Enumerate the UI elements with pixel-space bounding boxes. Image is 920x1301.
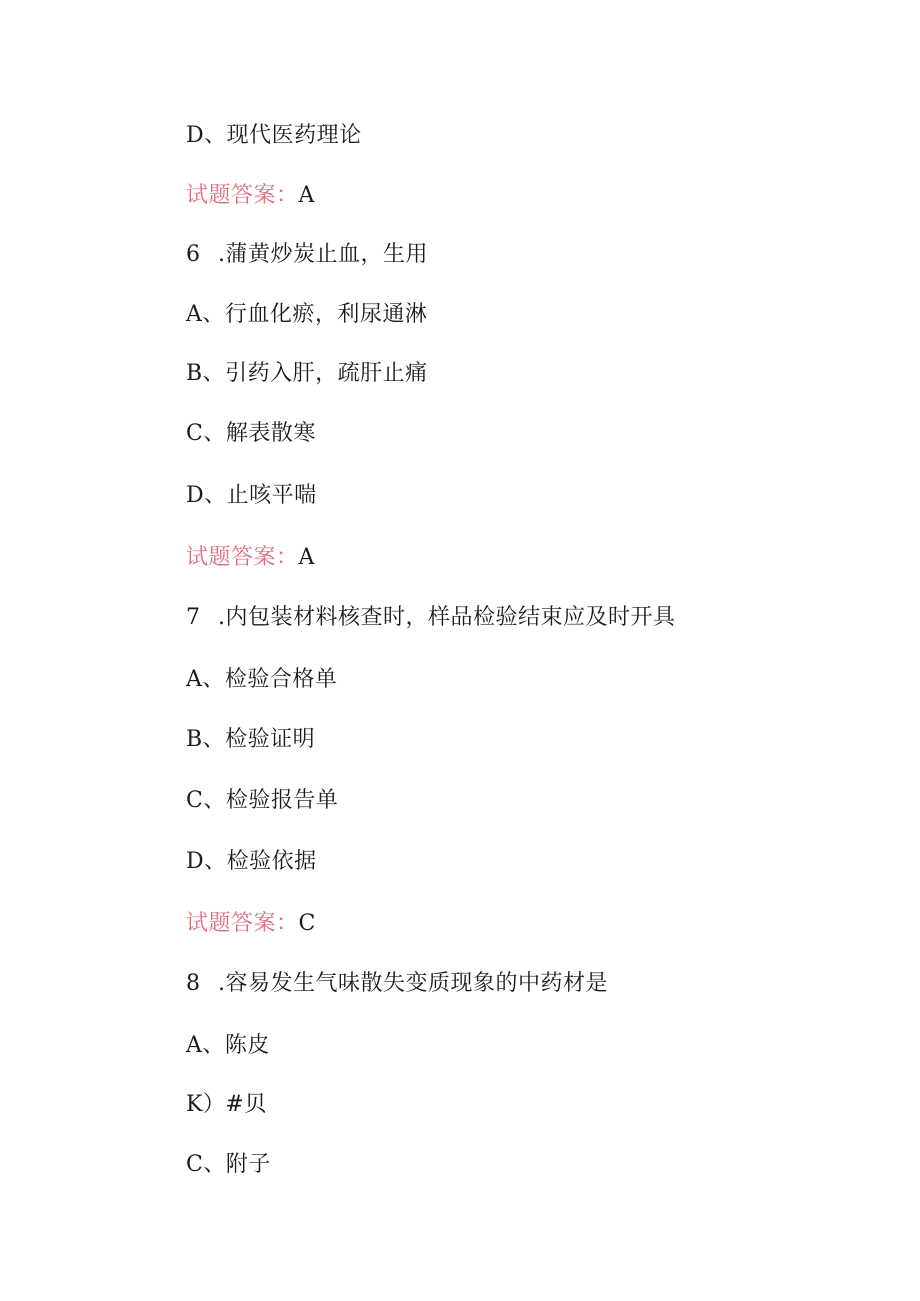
option-d: D、现代医药理论 (186, 123, 362, 148)
option-a: A、陈皮 (186, 1033, 270, 1058)
answer-value: C (298, 911, 316, 936)
option-c: C、检验报告单 (186, 788, 339, 813)
option-d: D、检验依据 (186, 849, 317, 874)
answer-line (186, 543, 315, 573)
question-text: .蒲黄炒炭止血，生用 (218, 242, 428, 267)
answer-value: A (298, 183, 315, 208)
answer-line (186, 909, 316, 939)
question-6 (186, 240, 428, 270)
option-a: A、行血化瘀，利尿通淋 (186, 302, 428, 327)
option-b: B、检验证明 (186, 727, 316, 752)
answer-value: A (298, 545, 315, 570)
question-number: 6 (186, 242, 201, 267)
question-number: 8 (186, 971, 201, 996)
question-7 (186, 603, 676, 633)
answer-line (186, 181, 315, 211)
option-a: A、检验合格单 (186, 667, 338, 692)
option-b: B、引药入肝，疏肝止痛 (186, 361, 428, 386)
answer-label: 试题答案： (186, 183, 299, 208)
option-d: D、止咳平喘 (186, 483, 317, 508)
option-c: C、附子 (186, 1152, 271, 1177)
answer-label: 试题答案： (186, 911, 299, 936)
question-text: .容易发生气味散失变质现象的中药材是 (218, 971, 608, 996)
answer-label: 试题答案： (186, 545, 299, 570)
option-c: C、解表散寒 (186, 421, 316, 446)
option-b: K）#贝 (186, 1092, 267, 1117)
question-text: .内包装材料核查时，样品检验结束应及时开具 (218, 605, 676, 630)
question-number: 7 (186, 605, 201, 630)
question-8 (186, 969, 608, 999)
